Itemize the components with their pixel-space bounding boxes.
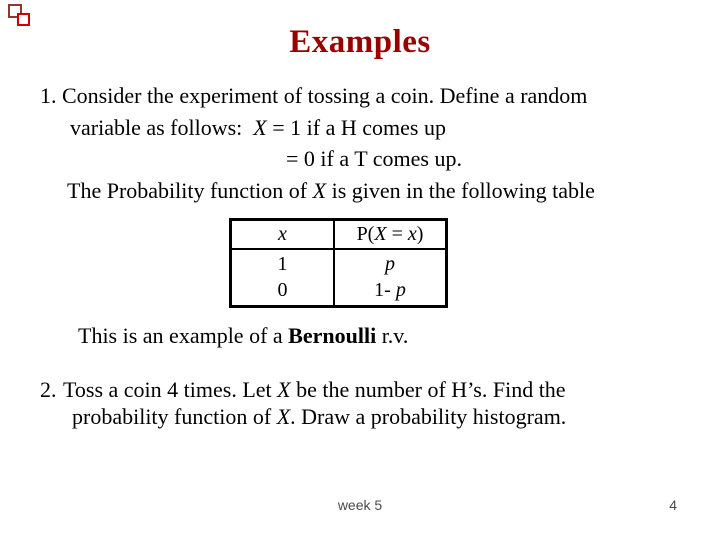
item2-line1 <box>63 377 566 403</box>
slide-title: Examples <box>289 24 431 60</box>
item2-line1-pre: Toss a coin 4 times. Let <box>63 377 278 402</box>
item1-line2-post: = 1 if a H comes up <box>266 115 446 140</box>
table-cell-x-row2: 0 <box>277 279 288 301</box>
item1-marker: 1. <box>40 83 57 108</box>
page-number: 4 <box>669 497 677 513</box>
table-header-x-label: x <box>278 223 287 245</box>
table-column-p-values <box>335 250 445 305</box>
bernoulli-note-pre: This is an example of a <box>78 323 289 348</box>
table-cell-p-row2-pre: 1- <box>374 279 396 301</box>
table-header-pxx <box>335 221 445 250</box>
probability-table <box>229 218 448 308</box>
item2-line2-pre: probability function of <box>72 404 277 429</box>
table-header-x <box>232 221 335 250</box>
item2-line2 <box>72 404 566 430</box>
table-header-p-post: ) <box>416 223 424 245</box>
table-cell-x-row1: 1 <box>277 253 288 275</box>
table-header-p-var1: X <box>374 223 387 245</box>
item2-line2-post: . Draw a probability histogram. <box>290 404 567 429</box>
item1-line4-pre: The Probability function of <box>67 178 313 203</box>
table-column-x-values <box>232 250 335 305</box>
item1-line2 <box>70 115 446 141</box>
footer-text: week 5 <box>337 497 383 513</box>
item1-line4 <box>67 178 595 204</box>
item1-line2-var: X <box>253 115 267 140</box>
item2-line1-var: X <box>277 377 291 402</box>
item2-marker: 2. <box>40 377 57 402</box>
table-cell-p-row2-var: p <box>395 279 406 301</box>
table-header-p-pre: P( <box>356 223 375 245</box>
item1-line4-post: is given in the following table <box>326 178 595 203</box>
item1-line2-pre: variable as follows: <box>70 115 254 140</box>
item1-line4-var: X <box>312 178 327 203</box>
item1-line3: = 0 if a T comes up. <box>286 146 462 171</box>
item1-line1: Consider the experiment of tossing a coin. Define a random <box>62 83 588 108</box>
bernoulli-note-post: r.v. <box>376 323 409 348</box>
table-cell-p-row2 <box>374 279 406 302</box>
bernoulli-note-bold: Bernoulli <box>288 323 377 348</box>
bernoulli-note <box>78 323 408 349</box>
item2-line1-post: be the number of H’s. Find the <box>290 377 566 402</box>
table-header-p-var2: x <box>407 223 417 245</box>
item2-line2-var: X <box>276 404 291 429</box>
table-cell-p-row1: p <box>385 253 395 275</box>
table-header-p-mid: = <box>386 223 408 245</box>
